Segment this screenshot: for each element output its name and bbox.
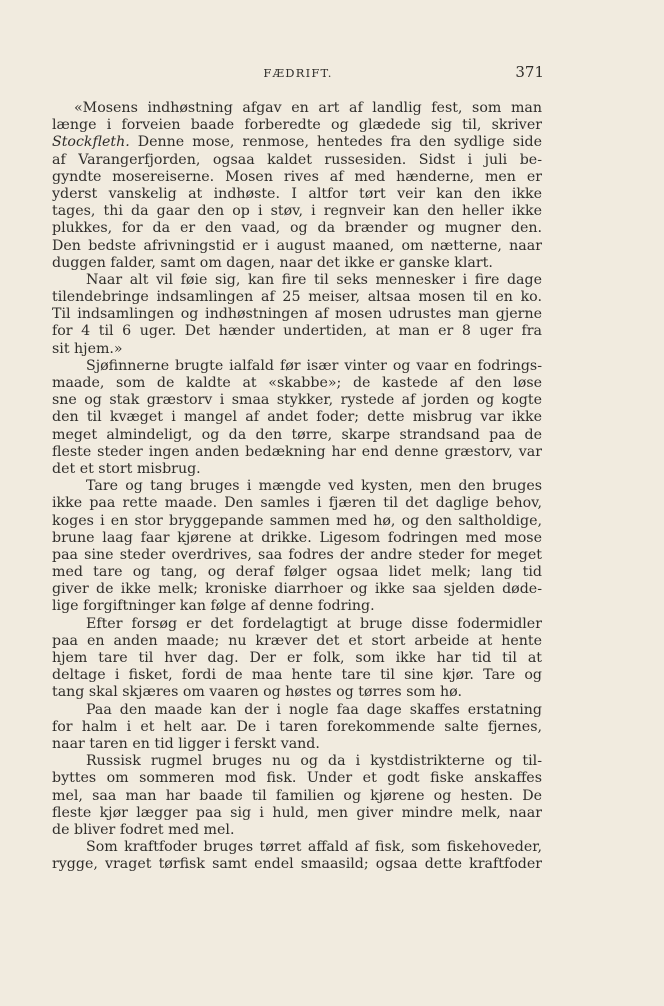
text-line: mel, saa man har baade til familien og kjørene og hesten. De	[52, 787, 542, 804]
text-line: Russisk rugmel bruges nu og da i kystdistrikterne og til-	[86, 753, 542, 770]
text-line: tages, thi da gaar den op i støv, i regnveir kan den heller ikke	[52, 203, 542, 220]
text-line: giver de ikke melk; kroniske diarrhoer og ikke saa sjelden døde-	[52, 581, 542, 598]
text-line: byttes om sommeren mod fisk. Under et godt fiske anskaffes	[52, 770, 542, 787]
text-line: deltage i fisket, fordi de maa hente tare til sine kjør. Tare og	[52, 667, 542, 684]
text-line: sne og stak græstorv i smaa stykker, rystede af jorden og kogte	[52, 392, 542, 409]
page-number: 371	[515, 63, 544, 81]
text-line: plukkes, for da er den vaad, og da brænder og mugner den.	[52, 220, 542, 237]
text-line: for halm i et helt aar. De i taren forekommende salte fjernes,	[52, 718, 542, 735]
text-line: Paa den maade kan der i nogle faa dage skaffes erstatning	[86, 701, 542, 718]
text-line: Som kraftfoder bruges tørret affald af fisk, som fiskehoveder,	[86, 839, 542, 856]
text-line: duggen falder, samt om dagen, naar det ikke er ganske klart.	[52, 254, 493, 271]
text-line: de bliver fodret med mel.	[52, 821, 235, 838]
text-line: Sjøfinnerne brugte ialfald før især vinter og vaar en fodrings-	[86, 357, 542, 374]
text-line: længe i forveien baade forberedte og glædede sig til, skriver	[52, 117, 542, 134]
text-line: rygge, vraget tørfisk samt endel smaasild; ogsaa dette kraftfoder	[52, 856, 542, 873]
text-line: gyndte mosereiserne. Mosen rives af med hænderne, men er	[52, 168, 542, 185]
text-line: Den bedste afrivningstid er i august maaned, om nætterne, naar	[52, 237, 542, 254]
text-line: lige forgiftninger kan følge af denne fodring.	[52, 598, 375, 615]
text-line: Tare og tang bruges i mængde ved kysten, men den bruges	[86, 478, 542, 495]
text-line: Stockfleth. Denne mose, renmose, hentedes fra den sydlige side	[52, 134, 542, 151]
text-line: med tare og tang, og deraf følger ogsaa lidet melk; lang tid	[52, 564, 542, 581]
running-title: FÆDRIFT.	[263, 66, 333, 80]
text-line: tilendebringe indsamlingen af 25 meiser, altsaa mosen til en ko.	[52, 289, 542, 306]
text-line: fleste steder ingen anden bedækning har end denne græstorv, var	[52, 443, 542, 460]
text-line: yderst vanskelig at indhøste. I altfor tørt veir kan den ikke	[52, 185, 542, 202]
text-line: den til kvæget i mangel af andet foder; dette misbrug var ikke	[52, 409, 542, 426]
text-line: fleste kjør lægger paa sig i huld, men giver mindre melk, naar	[52, 804, 542, 821]
text-line: Til indsamlingen og indhøstningen af mosen udrustes man gjerne	[52, 306, 542, 323]
page-header	[52, 63, 544, 86]
text-line: sit hjem.»	[52, 340, 123, 357]
text-line: brune laag faar kjørene at drikke. Ligesom fodringen med mose	[52, 529, 542, 546]
text-line: koges i en stor bryggepande sammen med hø, og den saltholdige,	[52, 512, 542, 529]
text-line: af Varangerfjorden, ogsaa kaldet russesiden. Sidst i juli be-	[52, 151, 542, 168]
text-line: for 4 til 6 uger. Det hænder undertiden, at man er 8 uger fra	[52, 323, 542, 340]
text-line: hjem tare til hver dag. Der er folk, som ikke har tid til at	[52, 650, 542, 666]
text-line: naar taren en tid ligger i ferskt vand.	[52, 735, 320, 752]
text-line: Efter forsøg er det fordelagtigt at bruge disse fodermidler	[86, 615, 542, 632]
text-line: paa sine steder overdrives, saa fodres der andre steder for meget	[52, 546, 542, 563]
text-line: meget almindeligt, og da den tørre, skarpe strandsand paa de	[52, 426, 542, 443]
text-line: paa en anden maade; nu kræver det et stort arbeide at hente	[52, 632, 542, 649]
text-line: ikke paa rette maade. Den samles i fjæren til det daglige behov,	[52, 495, 542, 512]
text-line: Naar alt vil føie sig, kan fire til seks mennesker i fire dage	[86, 271, 542, 288]
text-line: tang skal skjæres om vaaren og høstes og tørres som hø.	[52, 684, 462, 701]
body-text	[52, 100, 542, 873]
text-line: det et stort misbrug.	[52, 460, 201, 477]
text-line: maade, som de kaldte at «skabbe»; de kastede af den løse	[52, 375, 542, 391]
text-line: «Mosens indhøstning afgav en art af landlig fest, som man	[74, 100, 542, 116]
